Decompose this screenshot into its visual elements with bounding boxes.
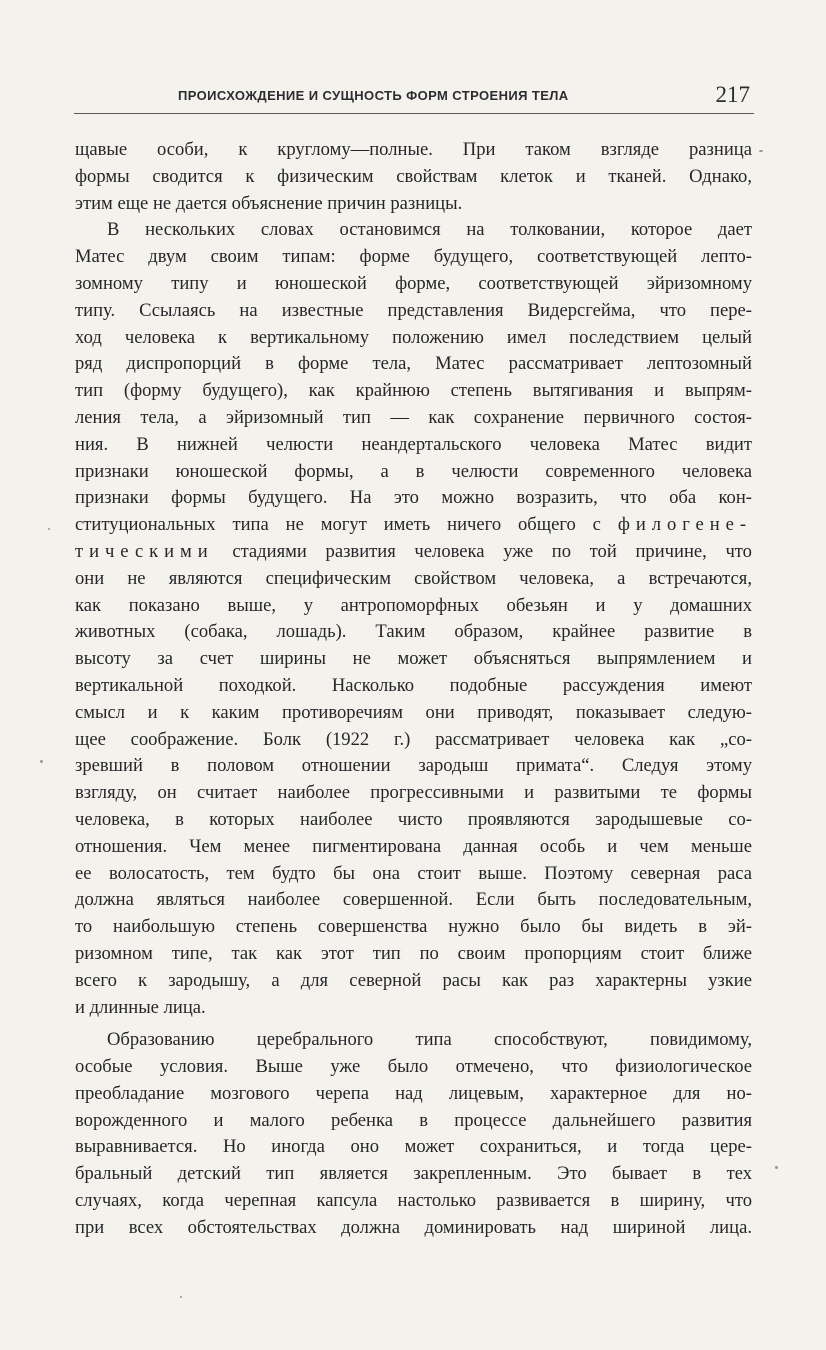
text-line: преобладание мозгового черепа над лицевым, характерное для но- — [75, 1082, 752, 1104]
text-line: они не являются специфическим свойством человека, а встречаются, — [75, 567, 752, 589]
paragraph-1 — [75, 137, 752, 217]
text-line-with-spaced-word — [75, 539, 752, 566]
paragraph-2 — [75, 217, 752, 1021]
text-line: всего к зародышу, а для северной расы как раз характерны узкие — [75, 969, 752, 991]
text-line: ее волосатость, тем будто бы она стоит выше. Поэтому северная раса — [75, 862, 752, 884]
text-line: ризомном типе, так как этот тип по своим пропорциям стоит ближе — [75, 942, 752, 964]
text-line: зомному типу и юношеской форме, соответствующей эйризомному — [75, 272, 752, 294]
paper-speck — [48, 528, 50, 530]
text-line: случаях, когда черепная капсула настолько развивается в ширину, что — [75, 1190, 752, 1212]
text-line: высоту за счет ширины не может объясняться выпрямлением и — [75, 648, 752, 670]
text-line: выравнивается. Но иногда оно может сохраниться, и тогда цере- — [75, 1136, 752, 1158]
page-header — [74, 82, 754, 112]
text-line: смысл и к каким противоречиям они приводят, показывает следую- — [75, 701, 752, 723]
text-line: отношения. Чем менее пигментирована данная особь и чем меньше — [75, 835, 752, 857]
text-line: вертикальной походкой. Насколько подобные рассуждения имеют — [75, 674, 752, 696]
text-line: взгляду, он считает наиболее прогрессивными и развитыми те формы — [75, 782, 752, 804]
text-line: зревший в половом отношении зародыш примата“. Следуя этому — [75, 755, 752, 777]
text-line: как показано выше, у антропоморфных обезьян и у домашних — [75, 594, 752, 616]
running-title: ПРОИСХОЖДЕНИЕ И СУЩНОСТЬ ФОРМ СТРОЕНИЯ ТЕЛА — [178, 88, 569, 103]
text-line: и длинные лица. — [75, 996, 206, 1018]
text-line: ления тела, а эйризомный тип — как сохранение первичного состоя- — [75, 406, 752, 428]
text-segment: ституциональных типа не могут иметь ничего общего с — [75, 514, 601, 536]
text-line: щее соображение. Болк (1922 г.) рассматривает человека как „со- — [75, 728, 752, 750]
paper-speck — [40, 760, 43, 763]
text-line: должна являться наиболее совершенной. Если быть последовательным, — [75, 889, 752, 911]
header-rule — [74, 113, 754, 114]
text-line: этим еще не дается объяснение причин разницы. — [75, 192, 463, 214]
text-line: особые условия. Выше уже было отмечено, что физиологическое — [75, 1056, 752, 1078]
text-line: признаки юношеской формы, а в челюсти современного человека — [75, 460, 752, 482]
body-text — [75, 137, 752, 1242]
text-line: Матес двум своим типам: форме будущего, соответствующей лепто- — [75, 246, 752, 268]
paper-speck — [759, 150, 763, 152]
text-line: признаки формы будущего. На это можно возразить, что оба кон- — [75, 487, 752, 509]
spaced-emphasis-word: филогене- — [617, 514, 752, 536]
page-number: 217 — [715, 82, 750, 107]
text-line: при всех обстоятельствах должна доминировать над шириной лица. — [75, 1216, 752, 1238]
text-line: формы сводится к физическим свойствам клеток и тканей. Однако, — [75, 165, 752, 187]
text-line: ния. В нижней челюсти неандертальского человека Матес видит — [75, 433, 752, 455]
paper-speck — [775, 1166, 778, 1169]
paragraph-3 — [75, 1027, 752, 1241]
text-line: типу. Ссылаясь на известные представления Видерсгейма, что пере- — [75, 299, 752, 321]
text-line: то наибольшую степень совершенства нужно было бы видеть в эй- — [75, 916, 752, 938]
text-line: животных (собака, лошадь). Таким образом, крайнее развитие в — [75, 621, 752, 643]
text-line: Образованию церебрального типа способствуют, повидимому, — [107, 1029, 752, 1051]
text-line: щавые особи, к круглому—полные. При таком взгляде разница — [75, 139, 752, 160]
text-line: ход человека к вертикальному положению имел последствием целый — [75, 326, 752, 348]
text-line: ворожденного и малого ребенка в процессе дальнейшего развития — [75, 1109, 752, 1131]
text-line: человека, в которых наиболее чисто проявляются зародышевые со- — [75, 808, 752, 830]
paper-speck — [180, 1296, 182, 1298]
text-line: бральный детский тип является закрепленным. Это бывает в тех — [75, 1163, 752, 1185]
text-line-with-spaced-word — [75, 512, 752, 539]
spaced-emphasis-word: тическими — [75, 540, 214, 562]
text-line: В нескольких словах остановимся на толковании, которое дает — [107, 219, 752, 241]
text-line: ряд диспропорций в форме тела, Матес рассматривает лептозомный — [75, 353, 752, 375]
text-segment: стадиями развития человека уже по той причине, что — [232, 540, 752, 562]
text-line: тип (форму будущего), как крайнюю степень вытягивания и выпрям- — [75, 380, 752, 402]
